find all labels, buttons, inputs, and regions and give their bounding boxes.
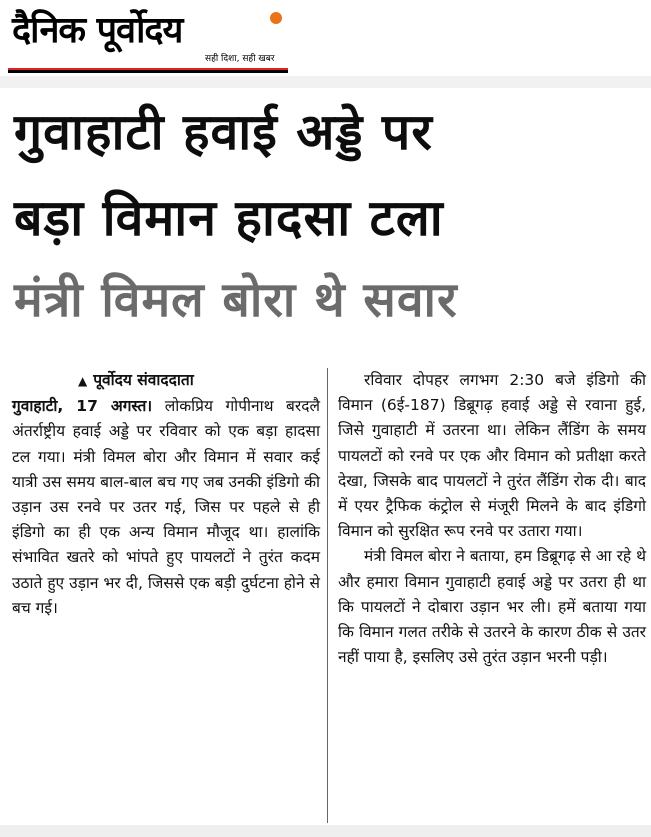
paragraph-2-text: रविवार दोपहर लगभग 2:30 बजे इंडिगो की विमान (6ई-187) डिब्रूगढ़ हवाई अड्डे से रवाना हुई, जिसे गुवाहाटी में उतरना था। लेकिन लैंडिंग के समय पायलटों को रनवे पर एक और विमान को प्रतीक्षा करते देखा, जिसके बाद पायलटों ने तुरंत लैंडिंग रोक दी। बाद में एयर ट्रैफिक कंट्रोल से मंजूरी मिलने के बाद इंडिगो विमान को सुरक्षित रूप रनवे पर उतारा गया। [338, 371, 646, 541]
article-paragraph-2 [338, 368, 646, 544]
logo-dot-icon [270, 12, 282, 24]
newspaper-tagline: सही दिशा, सही खबर [205, 54, 275, 64]
article-paragraph-1 [12, 394, 320, 621]
article-paragraph-3 [338, 544, 646, 670]
paragraph-1-text: लोकप्रिय गोपीनाथ बरदलै अंतर्राष्ट्रीय हवाई अड्डे पर रविवार को एक बड़ा हादसा टल गया। मंत्री विमल बोरा और विमान में सवार कई यात्री उस समय बाल-बाल बच गए जब उनकी इंडिगो की उड़ान उस रनवे पर उतर गई, जिस पर पहले से ही इंडिगो का ही एक अन्य विमान मौजूद था। हालांकि संभावित खतरे को भांपते हुए पायलटों ने तुरंत कदम उठाते हुए उड़ान भर दी, जिससे एक बड़ी दुर्घटना होने से बच गई। [12, 397, 320, 617]
article-column-right [338, 368, 646, 670]
byline-text: पूर्वोदय संवाददाता [93, 371, 194, 389]
paragraph-3-text: मंत्री विमल बोरा ने बताया, हम डिब्रूगढ़ से आ रहे थे और हमारा विमान गुवाहाटी हवाई अड्डे पर उतरा ही था कि पायलटों ने दोबारा उड़ान भर ली। हमें बताया गया कि विमान गलत तरीके से उतरने के कारण ठीक से उतर नहीं पाया है, इसलिए उसे तुरंत उड़ान भरनी पड़ी। [338, 547, 646, 667]
dateline: गुवाहाटी, 17 अगस्त। [12, 397, 153, 416]
page-edge-shade [0, 76, 651, 88]
newspaper-name: दैनिक पूर्वोदय [12, 10, 183, 51]
masthead [8, 4, 308, 74]
headline-line-2: बड़ा विमान हादसा टला [14, 189, 444, 247]
byline [12, 368, 320, 394]
headline-subline: मंत्री विमल बोरा थे सवार [14, 272, 458, 328]
article-column-left [12, 368, 320, 621]
masthead-rule [8, 70, 288, 73]
page-bottom-shade [0, 825, 651, 837]
headline-line-1: गुवाहाटी हवाई अड्डे पर [14, 103, 433, 161]
column-divider [327, 368, 328, 823]
triangle-icon: ▲ [78, 374, 88, 388]
